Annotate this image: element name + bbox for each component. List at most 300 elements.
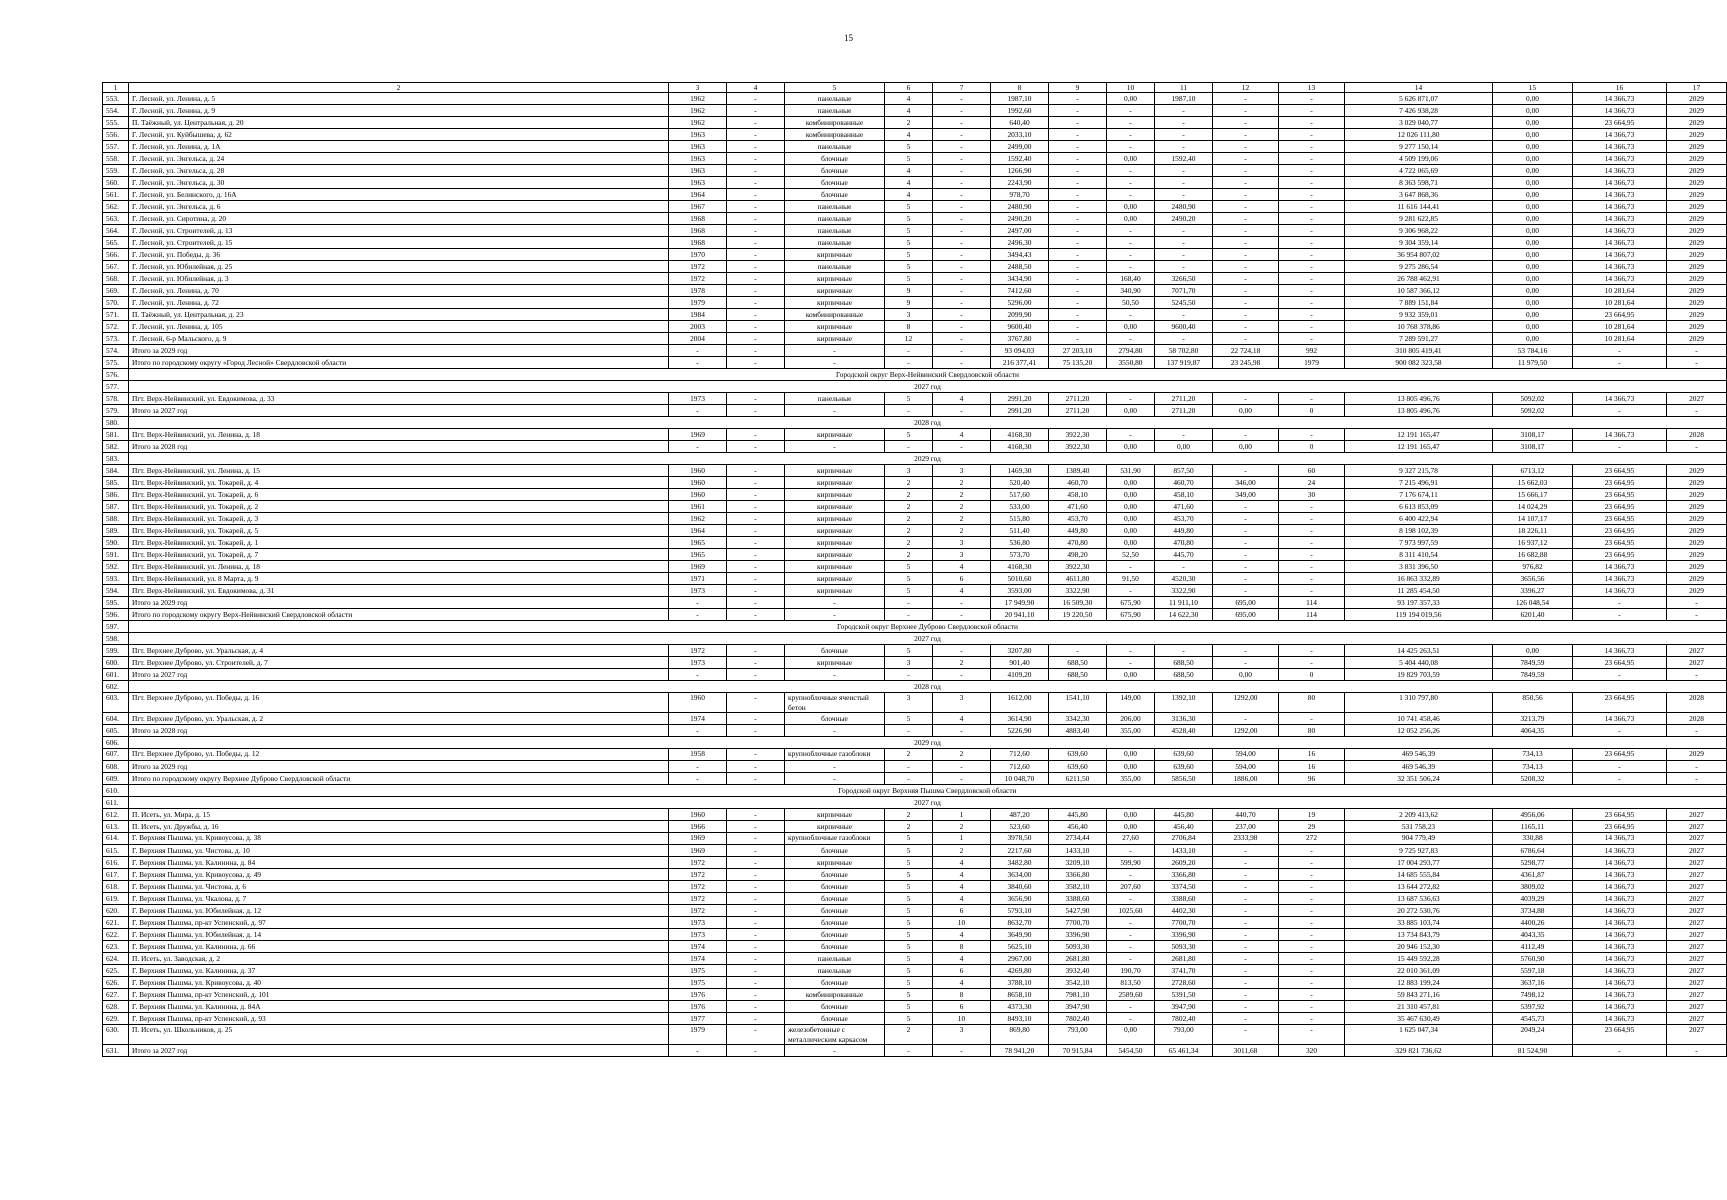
table-cell: -: [1573, 345, 1667, 357]
table-cell: -: [933, 153, 991, 165]
table-cell: -: [1213, 297, 1279, 309]
table-cell: 5298,77: [1493, 857, 1573, 869]
table-cell: 6: [933, 1001, 991, 1013]
table-cell: 24: [1279, 477, 1345, 489]
address-cell: Г. Верхняя Пышма, ул. Кривоусова, д. 38: [129, 833, 669, 845]
column-header: 12: [1213, 83, 1279, 93]
table-cell: -: [1279, 141, 1345, 153]
row-number: 576.: [103, 369, 129, 381]
table-cell: -: [727, 669, 785, 681]
table-cell: 4: [885, 189, 933, 201]
table-cell: 3922,30: [1049, 429, 1107, 441]
row-number: 607.: [103, 749, 129, 761]
table-cell: -: [1213, 189, 1279, 201]
table-cell: -: [1213, 645, 1279, 657]
table-cell: 1968: [669, 237, 727, 249]
table-cell: -: [1279, 333, 1345, 345]
table-cell: 1974: [669, 953, 727, 965]
table-cell: 1968: [669, 213, 727, 225]
table-cell: 4: [933, 929, 991, 941]
table-cell: 10 281,64: [1573, 285, 1667, 297]
data-table: [102, 82, 1727, 1057]
table-cell: 93 094,03: [991, 345, 1049, 357]
table-cell: 355,00: [1107, 773, 1155, 785]
table-cell: -: [1667, 609, 1727, 621]
table-cell: -: [1573, 761, 1667, 773]
table-cell: -: [1155, 333, 1213, 345]
row-number: 619.: [103, 893, 129, 905]
table-cell: -: [1279, 917, 1345, 929]
table-cell: 3788,10: [991, 977, 1049, 989]
table-cell: 1965: [669, 537, 727, 549]
table-cell: -: [669, 609, 727, 621]
table-cell: 2033,10: [991, 129, 1049, 141]
table-cell: крупноблочные газоблоки: [785, 749, 885, 761]
table-cell: 901,40: [991, 657, 1049, 669]
table-cell: -: [1279, 429, 1345, 441]
row-number: 613.: [103, 821, 129, 833]
table-cell: 2217,60: [991, 845, 1049, 857]
row-number: 559.: [103, 165, 129, 177]
table-cell: 58 702,80: [1155, 345, 1213, 357]
table-cell: 2029: [1667, 333, 1727, 345]
table-cell: -: [1049, 165, 1107, 177]
table-cell: 16 863 332,89: [1345, 573, 1493, 585]
section-title: 2028 год: [129, 417, 1727, 429]
table-cell: 14 366,73: [1573, 881, 1667, 893]
table-cell: -: [1279, 129, 1345, 141]
table-cell: блочные: [785, 905, 885, 917]
table-cell: 0,00: [1107, 1025, 1155, 1045]
table-cell: -: [1279, 201, 1345, 213]
row-number: 602.: [103, 681, 129, 693]
table-cell: -: [1213, 869, 1279, 881]
table-cell: 23 664,95: [1573, 117, 1667, 129]
table-cell: 53 784,16: [1493, 345, 1573, 357]
table-cell: 4064,35: [1493, 725, 1573, 737]
table-cell: 2480,90: [991, 201, 1049, 213]
table-cell: 5454,50: [1107, 1045, 1155, 1057]
table-cell: 453,70: [1155, 513, 1213, 525]
table-cell: 11 911,10: [1155, 597, 1213, 609]
table-cell: -: [1279, 105, 1345, 117]
address-cell: Г. Лесной, ул. Строителей, д. 15: [129, 237, 669, 249]
table-cell: 734,13: [1493, 749, 1573, 761]
table-cell: -: [1155, 177, 1213, 189]
table-cell: 7 215 496,91: [1345, 477, 1493, 489]
table-cell: панельные: [785, 225, 885, 237]
table-cell: 517,60: [991, 489, 1049, 501]
address-cell: Г. Верхняя Пышма, ул. Чистова, д. 6: [129, 881, 669, 893]
address-cell: Г. Лесной, ул. Ленина, д. 70: [129, 285, 669, 297]
table-cell: 0,00: [1107, 153, 1155, 165]
table-cell: 5: [885, 929, 933, 941]
row-number: 580.: [103, 417, 129, 429]
table-cell: 4: [885, 165, 933, 177]
table-cell: 7700,70: [1155, 917, 1213, 929]
table-cell: 2 209 413,62: [1345, 809, 1493, 821]
table-cell: 1973: [669, 393, 727, 405]
table-cell: крупноблочные ячеистый бетон: [785, 693, 885, 713]
table-cell: 5760,90: [1493, 953, 1573, 965]
table-cell: -: [727, 153, 785, 165]
table-cell: 695,00: [1213, 609, 1279, 621]
row-number: 565.: [103, 237, 129, 249]
table-cell: 4: [933, 561, 991, 573]
table-cell: 5: [885, 201, 933, 213]
table-cell: -: [1155, 645, 1213, 657]
table-cell: 0,00: [1493, 105, 1573, 117]
table-cell: железобетонные с металлическим каркасом: [785, 1025, 885, 1045]
table-cell: 5: [885, 249, 933, 261]
table-cell: 1973: [669, 585, 727, 597]
table-cell: 2029: [1667, 129, 1727, 141]
table-cell: -: [1049, 129, 1107, 141]
table-cell: -: [1107, 261, 1155, 273]
table-cell: 8632,70: [991, 917, 1049, 929]
table-cell: -: [727, 177, 785, 189]
table-cell: 1969: [669, 429, 727, 441]
table-cell: 471,60: [1049, 501, 1107, 513]
table-row: [103, 201, 1727, 213]
table-cell: -: [727, 105, 785, 117]
table-cell: 6: [933, 905, 991, 917]
table-cell: 17 004 293,77: [1345, 857, 1493, 869]
table-cell: 445,80: [1049, 809, 1107, 821]
table-cell: 5: [885, 893, 933, 905]
table-cell: 4: [933, 893, 991, 905]
table-cell: 0,00: [1107, 489, 1155, 501]
table-cell: -: [933, 105, 991, 117]
address-cell: Пгт. Верх-Нейвинский, ул. Ленина, д. 15: [129, 465, 669, 477]
table-cell: -: [1279, 881, 1345, 893]
table-cell: кирпичные: [785, 513, 885, 525]
row-number: 598.: [103, 633, 129, 645]
table-row: [103, 333, 1727, 345]
table-cell: -: [785, 405, 885, 417]
table-cell: 272: [1279, 833, 1345, 845]
address-cell: Г. Лесной, ул. Куйбышева, д. 62: [129, 129, 669, 141]
table-cell: 1025,60: [1107, 905, 1155, 917]
table-cell: -: [1667, 441, 1727, 453]
table-cell: блочные: [785, 1013, 885, 1025]
table-cell: -: [669, 441, 727, 453]
table-cell: панельные: [785, 201, 885, 213]
table-cell: 1165,11: [1493, 821, 1573, 833]
table-cell: 2480,90: [1155, 201, 1213, 213]
table-cell: блочные: [785, 881, 885, 893]
table-cell: 119 194 019,56: [1345, 609, 1493, 621]
row-number: 631.: [103, 1045, 129, 1057]
table-cell: -: [1213, 465, 1279, 477]
table-cell: кирпичные: [785, 489, 885, 501]
table-row: [103, 549, 1727, 561]
table-cell: -: [727, 561, 785, 573]
table-row: [103, 713, 1727, 725]
address-cell: Г. Верхняя Пышма, ул. Калинина, д. 66: [129, 941, 669, 953]
table-cell: 2027: [1667, 821, 1727, 833]
table-cell: -: [1279, 153, 1345, 165]
table-cell: 4: [885, 105, 933, 117]
table-cell: 2029: [1667, 537, 1727, 549]
table-cell: -: [727, 645, 785, 657]
table-cell: 8 363 598,71: [1345, 177, 1493, 189]
table-cell: -: [1213, 513, 1279, 525]
table-cell: 1612,00: [991, 693, 1049, 713]
table-cell: 3947,90: [1049, 1001, 1107, 1013]
table-cell: 3209,10: [1049, 857, 1107, 869]
table-cell: 2991,20: [991, 405, 1049, 417]
address-cell: Г. Верхняя Пышма, ул. Калинина, д. 84А: [129, 1001, 669, 1013]
table-cell: -: [1107, 941, 1155, 953]
table-cell: -: [1667, 357, 1727, 369]
table-cell: -: [1213, 93, 1279, 105]
table-cell: 4400,26: [1493, 917, 1573, 929]
table-cell: -: [1279, 309, 1345, 321]
table-row: [103, 761, 1727, 773]
table-cell: -: [1155, 141, 1213, 153]
row-number: 575.: [103, 357, 129, 369]
table-cell: 0,00: [1493, 153, 1573, 165]
table-cell: 1972: [669, 273, 727, 285]
row-number: 564.: [103, 225, 129, 237]
table-cell: 2706,84: [1155, 833, 1213, 845]
table-cell: 0,00: [1107, 537, 1155, 549]
table-row: [103, 965, 1727, 977]
table-cell: -: [1107, 429, 1155, 441]
table-cell: блочные: [785, 165, 885, 177]
table-cell: -: [1279, 953, 1345, 965]
table-cell: -: [727, 141, 785, 153]
table-cell: -: [1279, 177, 1345, 189]
row-number: 614.: [103, 833, 129, 845]
table-cell: 4: [933, 977, 991, 989]
table-cell: 675,90: [1107, 609, 1155, 621]
table-cell: 1965: [669, 549, 727, 561]
table-cell: кирпичные: [785, 525, 885, 537]
table-cell: -: [1049, 213, 1107, 225]
table-cell: -: [727, 749, 785, 761]
table-cell: -: [1155, 261, 1213, 273]
column-header: 3: [669, 83, 727, 93]
table-cell: -: [1107, 869, 1155, 881]
table-cell: 1972: [669, 905, 727, 917]
table-cell: 515,80: [991, 513, 1049, 525]
table-row: [103, 501, 1727, 513]
table-cell: -: [1107, 929, 1155, 941]
table-cell: -: [1107, 393, 1155, 405]
table-cell: 14 366,73: [1573, 237, 1667, 249]
table-cell: -: [1667, 773, 1727, 785]
row-number: 626.: [103, 977, 129, 989]
address-cell: Г. Лесной, ул. Энгельса, д. 30: [129, 177, 669, 189]
address-cell: Пгт. Верх-Нейвинский, ул. 8 Марта, д. 9: [129, 573, 669, 585]
table-cell: 12 026 111,80: [1345, 129, 1493, 141]
table-cell: 2029: [1667, 273, 1727, 285]
address-cell: Итого за 2028 год: [129, 725, 669, 737]
table-cell: блочные: [785, 917, 885, 929]
table-cell: 1992,60: [991, 105, 1049, 117]
table-cell: 20 272 530,76: [1345, 905, 1493, 917]
table-cell: 1975: [669, 965, 727, 977]
table-cell: -: [727, 513, 785, 525]
table-cell: -: [1107, 225, 1155, 237]
table-row: [103, 893, 1727, 905]
table-cell: 237,00: [1213, 821, 1279, 833]
table-cell: кирпичные: [785, 585, 885, 597]
table-cell: 2029: [1667, 549, 1727, 561]
table-cell: 1: [933, 809, 991, 821]
table-cell: -: [1279, 845, 1345, 857]
table-cell: -: [1279, 929, 1345, 941]
table-cell: 14 366,73: [1573, 165, 1667, 177]
table-cell: 14 366,73: [1573, 261, 1667, 273]
table-cell: 1966: [669, 821, 727, 833]
table-cell: 0,00: [1493, 141, 1573, 153]
table-cell: -: [1279, 213, 1345, 225]
table-cell: 2099,90: [991, 309, 1049, 321]
table-cell: 5: [885, 845, 933, 857]
table-cell: 2: [933, 513, 991, 525]
table-cell: 2711,20: [1049, 405, 1107, 417]
table-cell: 2027: [1667, 953, 1727, 965]
table-cell: 4: [933, 429, 991, 441]
table-cell: 531,90: [1107, 465, 1155, 477]
table-cell: 14 366,73: [1573, 857, 1667, 869]
table-cell: -: [1049, 261, 1107, 273]
table-cell: -: [1279, 561, 1345, 573]
table-cell: 4 722 065,69: [1345, 165, 1493, 177]
table-cell: 1886,00: [1213, 773, 1279, 785]
table-cell: -: [1213, 249, 1279, 261]
table-cell: 93 197 357,33: [1345, 597, 1493, 609]
table-row: [103, 693, 1727, 713]
table-cell: 14 366,73: [1573, 213, 1667, 225]
table-cell: -: [727, 549, 785, 561]
table-cell: 6786,64: [1493, 845, 1573, 857]
table-cell: 14 366,73: [1573, 585, 1667, 597]
table-cell: 2027: [1667, 965, 1727, 977]
table-cell: -: [1279, 713, 1345, 725]
table-cell: -: [1213, 573, 1279, 585]
table-row: [103, 573, 1727, 585]
table-cell: 36 954 807,02: [1345, 249, 1493, 261]
table-cell: -: [727, 261, 785, 273]
table-cell: -: [727, 1025, 785, 1045]
table-cell: 13 805 496,76: [1345, 405, 1493, 417]
table-cell: 5: [885, 713, 933, 725]
table-cell: 2028: [1667, 429, 1727, 441]
table-cell: -: [1279, 1001, 1345, 1013]
address-cell: Пгт. Верхнее Дуброво, ул. Уральская, д. 4: [129, 645, 669, 657]
table-cell: 1292,00: [1213, 725, 1279, 737]
table-cell: 1970: [669, 249, 727, 261]
table-cell: -: [1107, 237, 1155, 249]
table-row: [103, 237, 1727, 249]
row-number: 589.: [103, 525, 129, 537]
table-cell: 26 788 462,91: [1345, 273, 1493, 285]
table-cell: 2: [933, 489, 991, 501]
table-cell: -: [669, 725, 727, 737]
row-number: 611.: [103, 797, 129, 809]
table-cell: -: [1279, 321, 1345, 333]
table-cell: 0,00: [1493, 165, 1573, 177]
table-cell: -: [1049, 225, 1107, 237]
table-cell: 3374,50: [1155, 881, 1213, 893]
table-cell: -: [1107, 105, 1155, 117]
table-cell: -: [727, 857, 785, 869]
table-cell: 5: [885, 429, 933, 441]
address-cell: Г. Верхняя Пышма, ул. Кривоусова, д. 40: [129, 977, 669, 989]
table-cell: 2027: [1667, 657, 1727, 669]
table-cell: 1963: [669, 153, 727, 165]
table-cell: -: [727, 929, 785, 941]
table-row: [103, 309, 1727, 321]
table-cell: 2499,00: [991, 141, 1049, 153]
table-cell: 0,00: [1493, 297, 1573, 309]
table-cell: 5: [885, 977, 933, 989]
table-cell: 23 245,98: [1213, 357, 1279, 369]
table-cell: 12 191 165,47: [1345, 441, 1493, 453]
row-number: 616.: [103, 857, 129, 869]
table-cell: 2027: [1667, 941, 1727, 953]
table-cell: 3 647 868,36: [1345, 189, 1493, 201]
row-number: 628.: [103, 1001, 129, 1013]
address-cell: Итого за 2027 год: [129, 1045, 669, 1057]
table-row: [103, 273, 1727, 285]
table-cell: 5: [885, 153, 933, 165]
row-number: 601.: [103, 669, 129, 681]
table-cell: 850,56: [1493, 693, 1573, 713]
table-cell: 14 366,73: [1573, 977, 1667, 989]
table-cell: 9 277 150,14: [1345, 141, 1493, 153]
table-cell: -: [727, 213, 785, 225]
table-cell: 2027: [1667, 1001, 1727, 1013]
table-cell: 3136,30: [1155, 713, 1213, 725]
address-cell: Г. Верхняя Пышма, пр-кт Успенский, д. 93: [129, 1013, 669, 1025]
table-cell: -: [1213, 117, 1279, 129]
address-cell: Итого за 2027 год: [129, 669, 669, 681]
table-cell: 3809,02: [1493, 881, 1573, 893]
table-cell: 9 725 927,83: [1345, 845, 1493, 857]
column-header: 17: [1667, 83, 1727, 93]
table-cell: 3649,90: [991, 929, 1049, 941]
table-cell: 0,00: [1493, 249, 1573, 261]
table-cell: панельные: [785, 93, 885, 105]
table-cell: -: [1573, 725, 1667, 737]
table-cell: -: [727, 977, 785, 989]
table-cell: 3542,10: [1049, 977, 1107, 989]
table-cell: -: [933, 93, 991, 105]
table-cell: 1987,10: [991, 93, 1049, 105]
row-number: 568.: [103, 273, 129, 285]
table-cell: 14 366,73: [1573, 645, 1667, 657]
table-cell: 5: [885, 141, 933, 153]
section-row: [103, 737, 1727, 749]
table-cell: 14 024,29: [1493, 501, 1573, 513]
table-cell: 4: [933, 881, 991, 893]
table-row: [103, 905, 1727, 917]
table-cell: 0,00: [1493, 645, 1573, 657]
table-cell: 23 664,95: [1573, 537, 1667, 549]
table-cell: 2728,60: [1155, 977, 1213, 989]
table-cell: 0,00: [1107, 405, 1155, 417]
table-cell: -: [1213, 273, 1279, 285]
table-cell: -: [669, 669, 727, 681]
table-row: [103, 609, 1727, 621]
table-cell: 1964: [669, 189, 727, 201]
address-cell: Пгт. Верх-Нейвинский, ул. Токарей, д. 5: [129, 525, 669, 537]
